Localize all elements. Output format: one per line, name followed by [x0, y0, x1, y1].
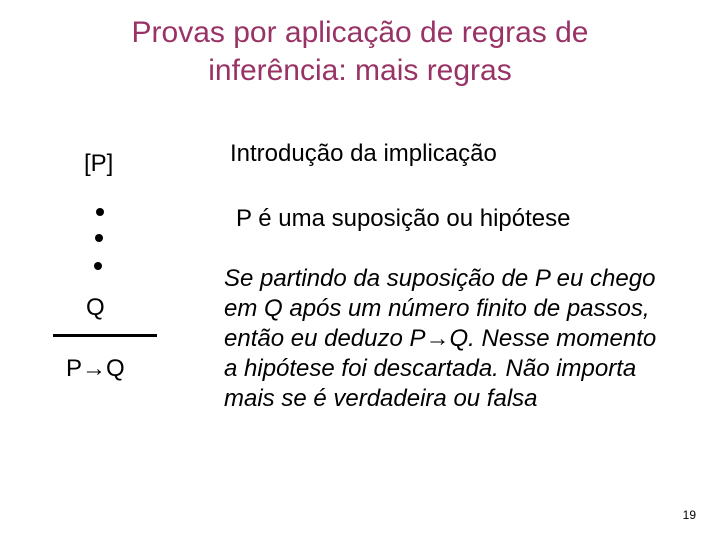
rule-name: Introdução da implicação	[230, 140, 497, 167]
page-number: 19	[682, 508, 696, 522]
assumption-note: P é uma suposição ou hipótese	[236, 205, 571, 232]
ellipsis-dot-3	[94, 262, 102, 270]
explanation-text: Se partindo da suposição de P eu chego em Q após um número finito de passos, então eu deduzo P→Q. Nesse momento a hipótese foi descartada. Não importa mais se é verdadeira ou falsa	[224, 265, 657, 412]
ellipsis-dot-2	[95, 234, 103, 242]
derivation-result: P→Q	[66, 355, 125, 382]
derivation-conclusion: Q	[86, 294, 105, 321]
slide-title: Provas por aplicação de regras de inferência: mais regras	[131, 16, 589, 87]
inference-line	[53, 334, 157, 337]
derivation-premise: [P]	[84, 150, 114, 177]
ellipsis-dot-1	[96, 208, 104, 216]
